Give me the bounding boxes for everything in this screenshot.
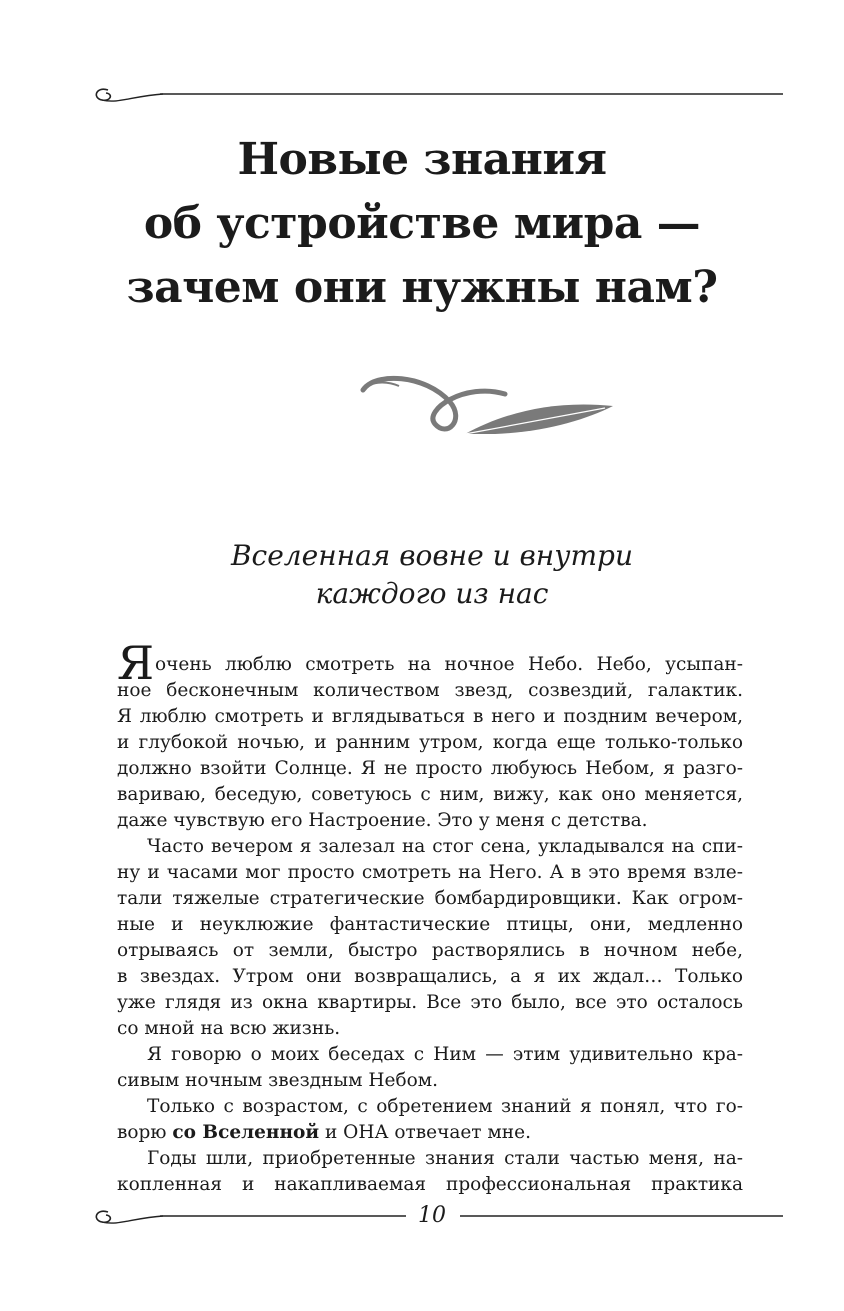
subtitle-line: Вселенная вовне и внутри [230, 539, 634, 572]
paragraph [117, 1146, 743, 1198]
top-decorative-rule [88, 78, 783, 112]
text-span: и ОНА отвечает мне. [319, 1122, 531, 1143]
text-line: и глубокой ночью, и ранним утром, когда еще только-только [117, 732, 743, 753]
chapter-title-line: Новые знания [237, 134, 607, 185]
text-line: Годы шли, приобретенные знания стали частью меня, на- [147, 1148, 743, 1169]
paragraph [117, 636, 743, 834]
chapter-title [60, 128, 784, 320]
text-line: Только с возрастом, с обретением знаний я понял, что го- [147, 1096, 743, 1117]
text-line [117, 1120, 743, 1146]
drop-cap: Я [117, 636, 155, 690]
text-line: Я люблю смотреть и вглядываться в него и поздним вечером, [117, 706, 743, 727]
page-number: 10 [418, 1203, 446, 1228]
quill-feather-icon [355, 372, 615, 442]
text-line: даже чувствую его Настроение. Это у меня с детства. [117, 810, 648, 831]
text-line: со мной на всю жизнь. [117, 1018, 341, 1039]
text-line: тали тяжелые стратегические бомбардировщики. Как огром- [117, 888, 743, 909]
text-line: ну и часами мог просто смотреть на Него. А в это время взле- [117, 862, 743, 883]
text-line: ное бесконечным количеством звезд, созвездий, галактик. [117, 680, 743, 701]
text-line: вариваю, беседую, советуюсь с ним, вижу, как оно меняется, [117, 784, 743, 805]
paragraph [117, 1042, 743, 1094]
text-line: уже глядя из окна квартиры. Все это было, все это осталось [117, 992, 743, 1013]
subtitle-line: каждого из нас [315, 577, 549, 610]
text-line: очень люблю смотреть на ночное Небо. Небо, усыпан- [155, 654, 743, 675]
text-line: должно взойти Солнце. Я не просто любуюсь Небом, я разго- [117, 758, 743, 779]
chapter-title-line: зачем они нужны нам? [126, 262, 718, 313]
text-line: ные и неуклюжие фантастические птицы, они, медленно [117, 914, 743, 935]
text-line: отрываясь от земли, быстро растворялись в ночном небе, [117, 940, 743, 961]
emphasis-universe: со Вселенной [172, 1122, 320, 1143]
paragraph [117, 834, 743, 1042]
chapter-title-line: об устройстве мира — [143, 198, 701, 249]
body-text [117, 636, 743, 1198]
section-subtitle [100, 537, 764, 613]
paragraph [117, 1094, 743, 1146]
text-line: сивым ночным звездным Небом. [117, 1070, 439, 1091]
text-line: Часто вечером я залезал на стог сена, укладывался на спи- [147, 836, 743, 857]
text-line: в звездах. Утром они возвращались, а я их ждал… Только [117, 966, 743, 987]
text-line: Я говорю о моих беседах с Ним — этим удивительно кра- [147, 1044, 743, 1065]
text-span: ворю [117, 1122, 173, 1143]
text-line: копленная и накапливаемая профессиональная практика [117, 1174, 743, 1195]
